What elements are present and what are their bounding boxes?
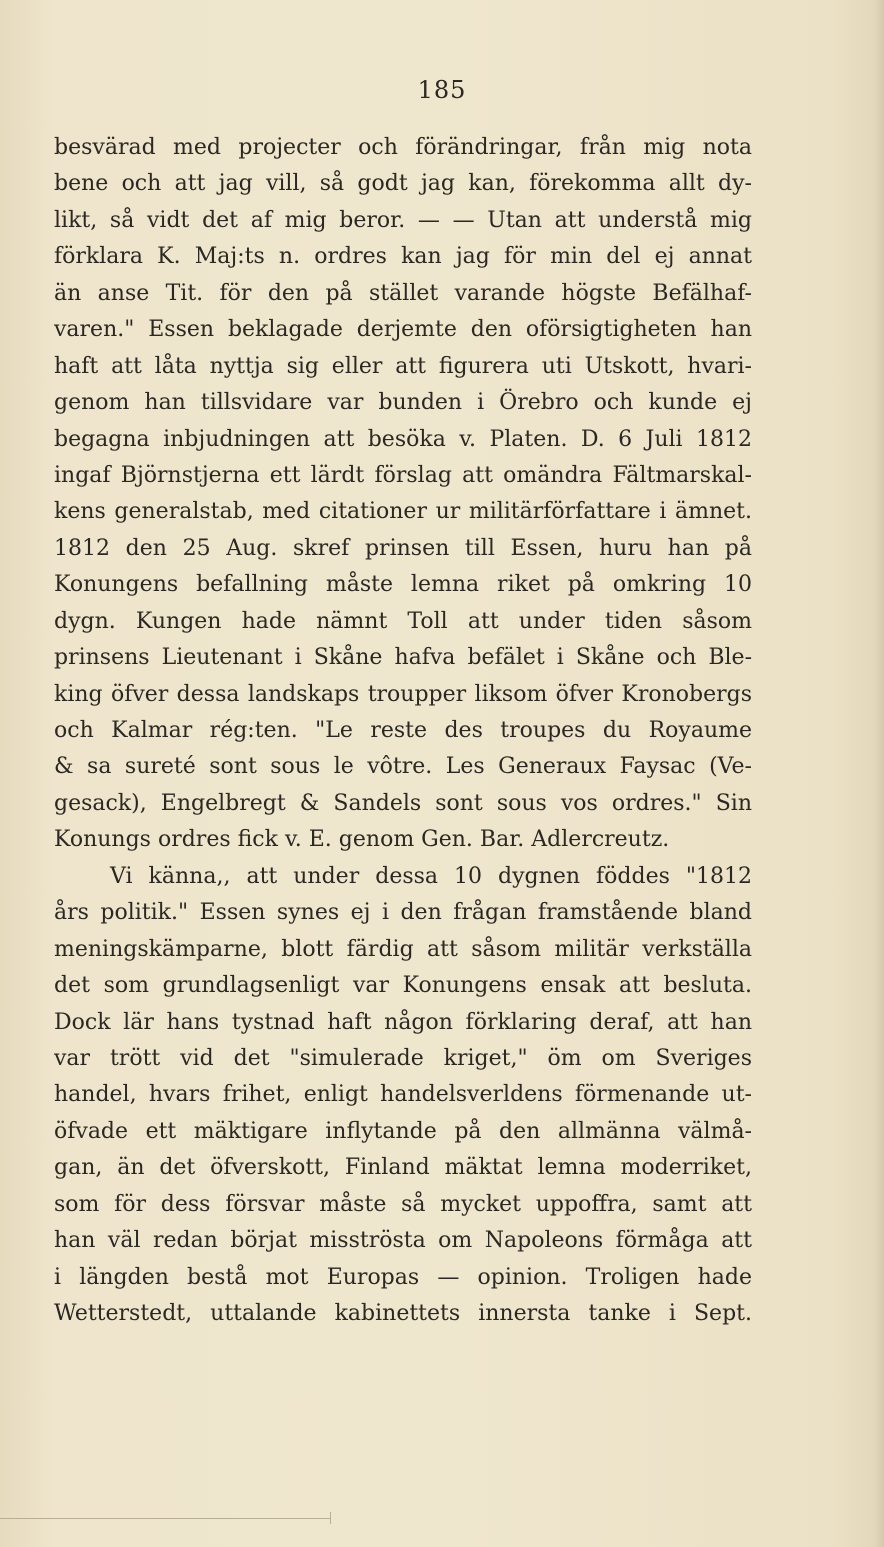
text-line: dygn. Kungen hade nämnt Toll att under tiden såsom xyxy=(54,608,752,634)
bottom-rule-tick xyxy=(330,1512,331,1524)
text-line: begagna inbjudningen att besöka v. Platen. D. 6 Juli 1812 xyxy=(54,426,752,452)
text-line: än anse Tit. för den på stället varande högste Befälhaf- xyxy=(54,280,752,306)
text-line: gesack), Engelbregt & Sandels sont sous vos ordres." Sin xyxy=(54,790,752,816)
text-line: king öfver dessa landskaps troupper liksom öfver Kronobergs xyxy=(54,681,752,707)
text-line: besvärad med projecter och förändringar, från mig nota xyxy=(54,135,752,160)
text-line: han väl redan börjat misströsta om Napoleons förmåga att xyxy=(54,1228,752,1254)
text-line: 1812 den 25 Aug. skref prinsen till Essen, huru han på xyxy=(54,535,752,561)
text-line: som för dess försvar måste så mycket uppoffra, samt att xyxy=(54,1191,752,1217)
text-line: ingaf Björnstjerna ett lärdt förslag att omändra Fältmarskal- xyxy=(54,462,752,488)
page-number: 185 xyxy=(417,76,467,104)
text-line: handel, hvars frihet, enligt handelsverldens förmenande ut- xyxy=(54,1082,752,1108)
text-line: meningskämparne, blott färdig att såsom militär verkställa xyxy=(54,936,752,962)
text-line: förklara K. Maj:ts n. ordres kan jag för min del ej annat xyxy=(54,244,752,270)
text-line: likt, så vidt det af mig beror. — — Utan att understå mig xyxy=(54,207,752,233)
text-line-paragraph-start: Vi känna,, att under dessa 10 dygnen föddes "1812 xyxy=(110,863,752,889)
text-line: års politik." Essen synes ej i den frågan framstående bland xyxy=(54,900,752,926)
text-line: kens generalstab, med citationer ur militärförfattare i ämnet. xyxy=(54,499,752,525)
text-line: Konungens befallning måste lemna riket på omkring 10 xyxy=(54,572,752,598)
page-edge-shadow xyxy=(874,0,884,1547)
text-line: och Kalmar rég:ten. "Le reste des troupes du Royaume xyxy=(54,718,752,743)
bottom-rule xyxy=(0,1518,330,1519)
text-line: bene och att jag vill, så godt jag kan, förekomma allt dy- xyxy=(54,171,752,197)
text-line: var trött vid det "simulerade kriget," öm om Sveriges xyxy=(54,1045,752,1071)
text-line: öfvade ett mäktigare inflytande på den allmänna välmå- xyxy=(54,1118,752,1144)
text-line: varen." Essen beklagade derjemte den oförsigtigheten han xyxy=(54,317,752,343)
text-line: det som grundlagsenligt var Konungens ensak att besluta. xyxy=(54,973,752,999)
text-line: & sa sureté sont sous le vôtre. Les Generaux Faysac (Ve- xyxy=(54,754,752,780)
text-line: Konungs ordres fick v. E. genom Gen. Bar. Adlercreutz. xyxy=(54,827,670,853)
text-line: prinsens Lieutenant i Skåne hafva befälet i Skåne och Ble- xyxy=(54,645,752,671)
text-line: Wetterstedt, uttalande kabinettets innersta tanke i Sept. xyxy=(54,1301,752,1326)
text-line: i längden bestå mot Europas — opinion. Troligen hade xyxy=(54,1264,752,1290)
text-line: haft att låta nyttja sig eller att figurera uti Utskott, hvari- xyxy=(54,353,752,379)
text-line: Dock lär hans tystnad haft någon förklaring deraf, att han xyxy=(54,1009,752,1035)
text-line: genom han tillsvidare var bunden i Örebro och kunde ej xyxy=(54,390,752,416)
body-text xyxy=(54,130,752,1332)
text-line: gan, än det öfverskott, Finland mäktat lemna moderriket, xyxy=(54,1155,752,1181)
